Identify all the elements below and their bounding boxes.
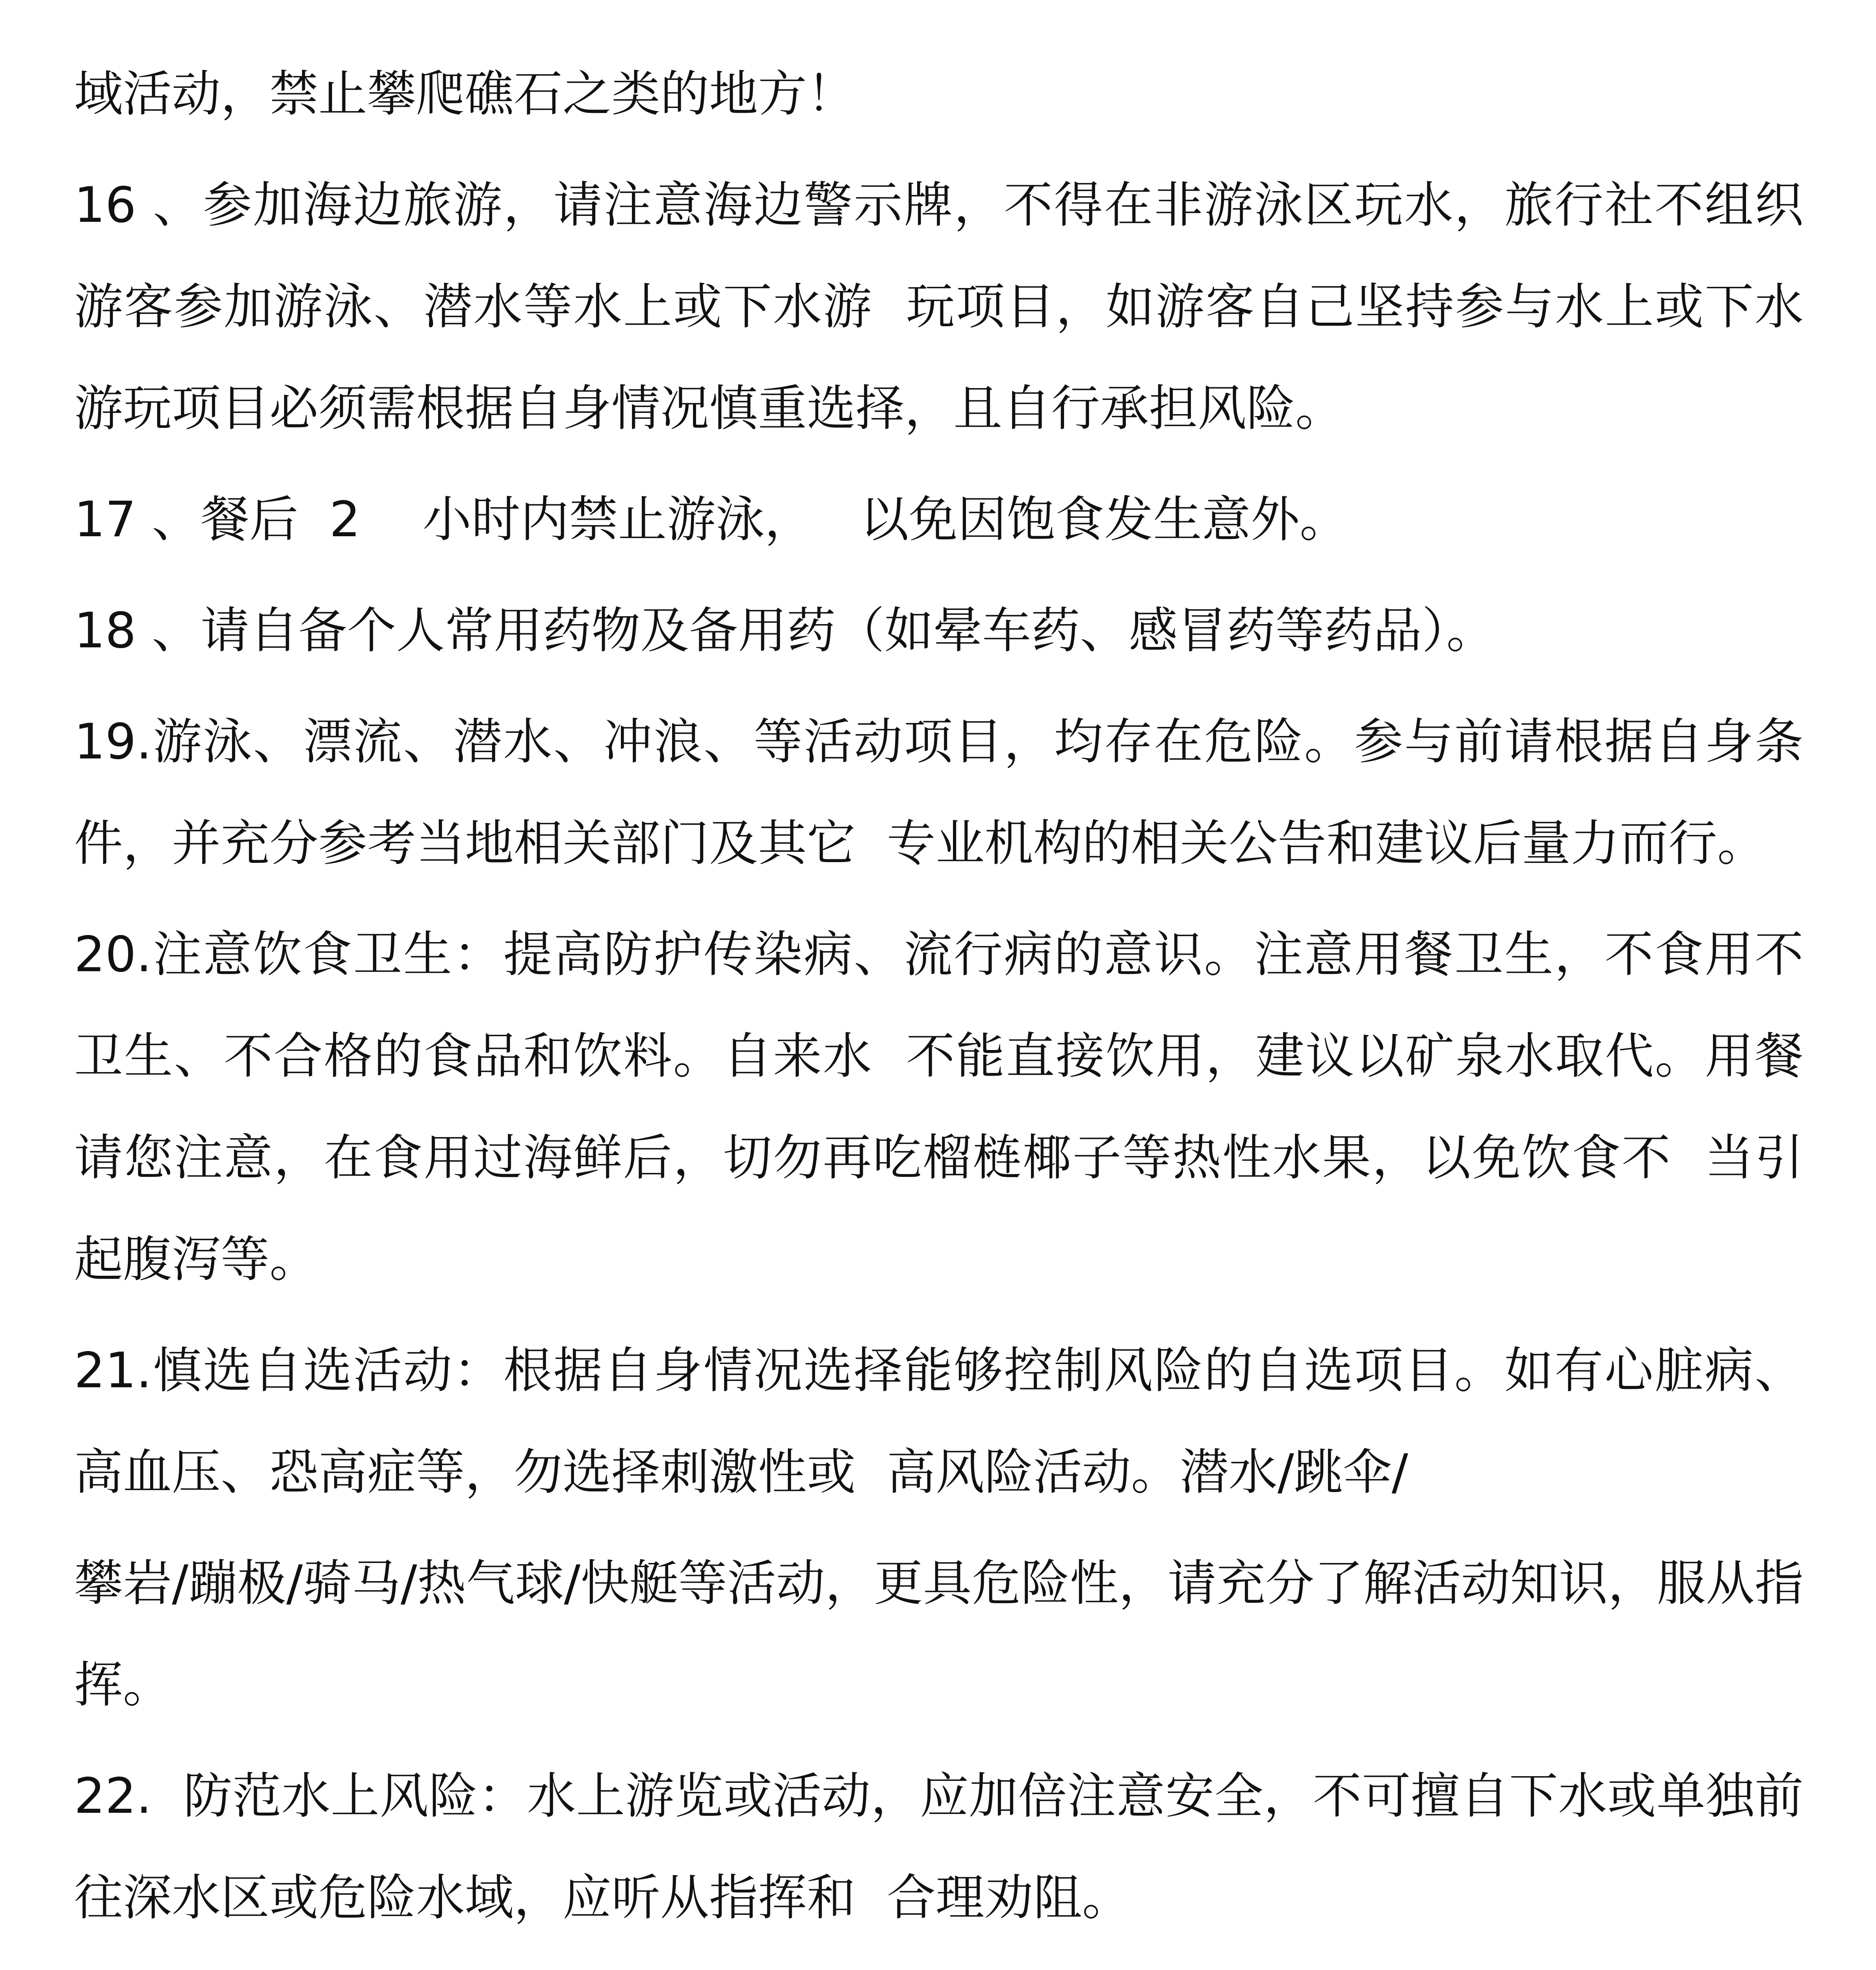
paragraph-item-23 [74,1958,1804,1970]
paragraph-item-21-continued: 攀岩/蹦极/骑马/热气球/快艇等活动，更具危险性，请充分了解活动知识，服从指挥。 [74,1555,1804,1714]
paragraph-item-22: 22. 防范水上风险：水上游览或活动，应加倍注意安全，不可擅自下水或单独前往深水区或危险水域，应听从指挥和 合理劝阻。 [74,1768,1804,1926]
document-body [74,43,1804,1970]
paragraph-continuation: 域活动，禁止攀爬礁石之类的地方！ [74,66,856,123]
paragraph-item-16: 16 、参加海边旅游，请注意海边警示牌，不得在非游泳区玩水，旅行社不组织游客参加游泳、潜水等水上或下水游 玩项目，如游客自己坚持参与水上或下水游玩项目必须需根据自身情况慎重选择，且自行承担风险。 [74,177,1804,437]
paragraph-item-21: 21.慎选自选活动：根据自身情况选择能够控制风险的自选项目。如有心脏病、高血压、恐高症等，勿选择刺激性或 高风险活动。潜水/跳伞/ [74,1342,1804,1501]
paragraph-item-17: 17 、餐后 2 小时内禁止游泳， 以免因饱食发生意外。 [74,491,1348,548]
paragraph-item-19: 19.游泳、漂流、潜水、冲浪、等活动项目，均存在危险。参与前请根据自身条件，并充分参考当地相关部门及其它 专业机构的相关公告和建议后量力而行。 [74,714,1804,872]
paragraph-item-18: 18 、请自备个人常用药物及备用药（如晕车药、感冒药等药品）。 [74,602,1495,659]
paragraph-item-20: 20.注意饮食卫生：提高防护传染病、流行病的意识。注意用餐卫生，不食用不卫生、不合格的食品和饮料。自来水 不能直接饮用，建议以矿泉水取代。用餐请您注意，在食用过海鲜后，切勿再吃榴梿椰子等热性水果，以免饮食不 当引起腹泻等。 [74,926,1804,1288]
